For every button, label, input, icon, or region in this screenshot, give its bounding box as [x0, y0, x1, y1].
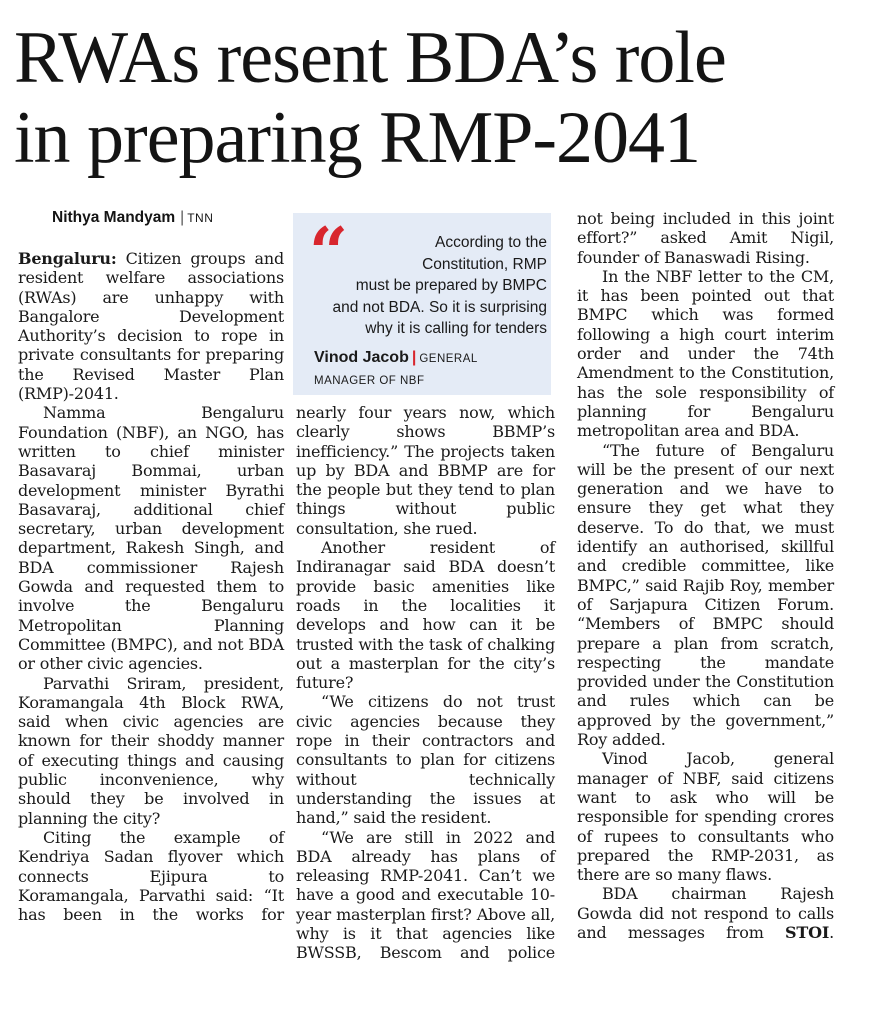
article-column-left — [18, 249, 284, 924]
article-paragraph: “The future of Bengaluru will be the present of our next generation and we have to ensure they get what they deserve. To do that, we must identify an authorised, skillful and credible committee, like BMPC,” said Rajib Roy, member of Sarjapura Citizen Forum. “Members of BMPC should prepare a plan from scratch, respecting the mandate provided under the Constitution and rules which can be approved by the government,” Roy added. — [577, 440, 834, 750]
pull-quote-line: why it is calling for tenders — [365, 320, 547, 337]
headline-line-2: in preparing RMP-2041 — [14, 97, 701, 179]
headline — [14, 18, 874, 178]
article-paragraph: Vinod Jacob, general manager of NBF, said citizens want to ask who will be responsible for spending crores of rupees to consultants who prepared the RMP-2031, as there are so many flaws. — [577, 749, 834, 885]
byline-agency: TNN — [187, 211, 214, 225]
article-paragraph: nearly four years now, which clearly shows BBMP’s inefficiency.” The projects taken up by BDA and BBMP are for the people but they tend to plan things without public consultation, she rued. — [296, 403, 555, 538]
article-paragraph: Citing the example of Kendriya Sadan flyover which connects Ejipura to Koramangala, Parvathi said: “It has been in the works for — [18, 827, 284, 925]
pull-quote-role: GENERAL — [419, 353, 478, 365]
pull-quote-separator: | — [411, 349, 417, 366]
closing-source: STOI — [785, 922, 830, 942]
article-paragraph: Namma Bengaluru Foundation (NBF), an NGO, has written to chief minister Basavaraj Bommai, urban development minister Byrathi Basavaraj, additional chief secretary, urban development department, Rakesh Singh, and BDA commissioner Rajesh Gowda and requested them to involve the Bengaluru Metropolitan Planning Committee (BMPC), and not BDA or other civic agencies. — [18, 403, 284, 674]
pull-quote-name: Vinod Jacob — [314, 349, 409, 366]
paragraph-text: Citizen groups and resident welfare associations (RWAs) are unhappy with Bangalore Development Authority’s decision to rope in private consultants for preparing the Revised Master Plan (RMP)-2041. — [18, 249, 284, 404]
pull-quote-line: Constitution, RMP — [422, 255, 547, 273]
closing-text: BDA chairman Rajesh Gowda did not respond to calls and messages from — [577, 884, 834, 942]
article-paragraph: Parvathi Sriram, president, Koramangala 4th Block RWA, said when civic agencies are known for their shoddy manner of executing things and causing public inconvenience, why should they be involved in planning the city? — [18, 673, 284, 828]
article-paragraph: Another resident of Indiranagar said BDA doesn’t provide basic amenities like roads in the localities it develops and how can it be trusted with the task of chalking out a masterplan for the city’s future? — [296, 538, 555, 693]
article-paragraph: “We citizens do not trust civic agencies because they rope in their contractors and consultants to plan for citizens without technically understanding the issues at hand,” said the resident. — [296, 692, 555, 828]
byline-separator: | — [180, 209, 185, 226]
pull-quote-attribution — [314, 347, 546, 392]
byline-author: Nithya Mandyam — [52, 209, 176, 226]
pull-quote-role-line-2: MANAGER OF NBF — [314, 375, 425, 387]
pull-quote-line: must be prepared by BMPC — [355, 277, 547, 294]
pull-quote-text — [315, 232, 547, 340]
quote-mark-icon: “ — [309, 213, 349, 293]
article-paragraph: “We are still in 2022 and BDA already has plans of releasing RMP-2041. Can’t we have a good and executable 10-year masterplan first? Above all, why is it that agencies like BWSSB, Bescom and police — [296, 827, 555, 963]
article-paragraph: In the NBF letter to the CM, it has been pointed out that BMPC which was formed following a high court interim order and under the 74th Amendment to the Constitution, has the sole responsibility of planning for Bengaluru metropolitan area and BDA. — [577, 266, 834, 441]
pull-quote-line: and not BDA. So it is surprising — [332, 298, 547, 316]
article-column-middle — [296, 403, 555, 963]
closing-end: . — [829, 922, 834, 942]
article-paragraph: not being included in this joint effort?” asked Amit Nigil, founder of Banaswadi Rising. — [577, 209, 834, 267]
byline — [52, 209, 213, 227]
article-paragraph — [18, 249, 284, 403]
pull-quote-box — [293, 213, 551, 395]
headline-line-1: RWAs resent BDA’s role — [14, 17, 726, 99]
dateline: Bengaluru: — [18, 249, 117, 268]
article-paragraph — [577, 884, 834, 942]
pull-quote-line: According to the — [434, 234, 547, 251]
article-column-right — [577, 209, 834, 942]
